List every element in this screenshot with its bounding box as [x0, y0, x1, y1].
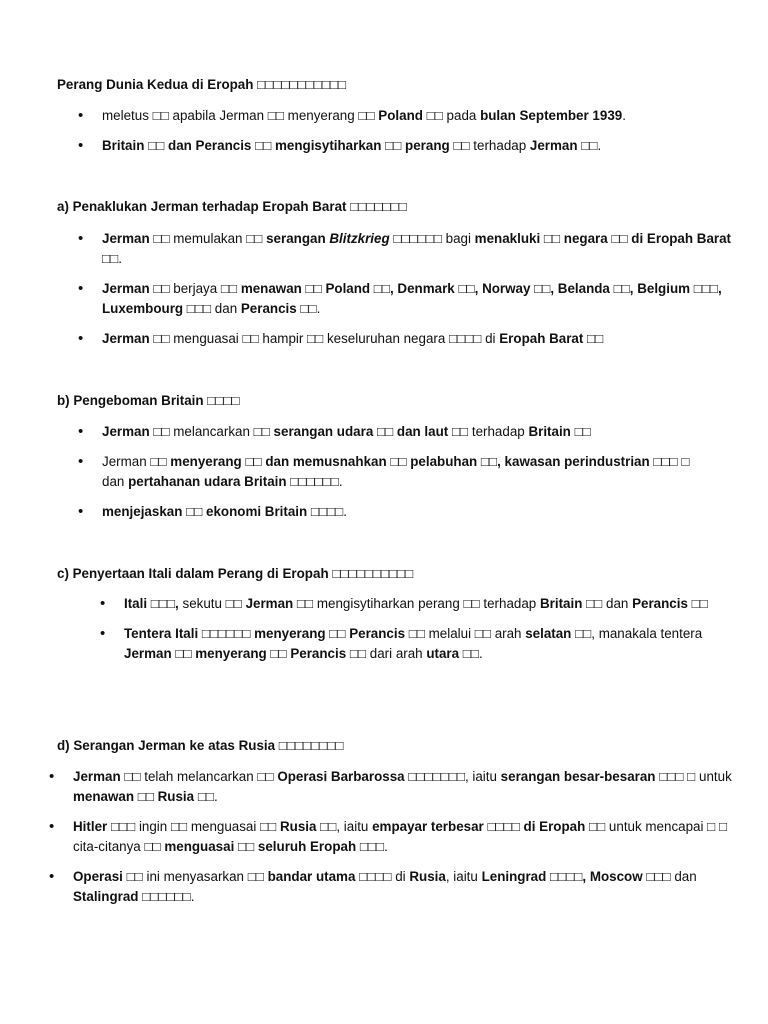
section-heading: Perang Dunia Kedua di Eropah □□□□□□□□□□□ [57, 77, 347, 92]
text-run: menguasai □□ hampir □□ keseluruhan negara □□□□ di [169, 331, 500, 346]
text-run: Poland [378, 108, 423, 123]
text-run: dan [602, 596, 633, 611]
text-run: , iaitu [445, 869, 482, 884]
text-run: menjejaskan □□ ekonomi Britain □□□□ [102, 504, 344, 519]
text-run: ingin □□ menguasai □□ [135, 819, 280, 834]
text-run: . [597, 138, 602, 153]
text-run: Jerman □□ [73, 769, 141, 784]
text-run: Jerman □□ menyerang □□ Perancis □□ [124, 646, 367, 661]
bullet-list [102, 422, 702, 532]
text-run: . [190, 889, 195, 904]
text-run: . [316, 301, 321, 316]
list-item [102, 452, 702, 492]
text-run: Jerman □□ [102, 331, 170, 346]
text-run: Britain □□ [539, 596, 603, 611]
text-run: menawan □□ Poland □□, Denmark □□, Norway □□, Belanda □□, Belgium □□□, Luxembourg □□□ [102, 281, 722, 316]
bullet-list [73, 767, 738, 917]
text-run: Jerman □□ [102, 424, 170, 439]
text-run: di [391, 869, 410, 884]
text-run: mengisytiharkan perang □□ terhadap [313, 596, 540, 611]
text-run: dan [670, 869, 697, 884]
section-heading: b) Pengeboman Britain □□□□ [57, 393, 240, 408]
text-run: Leningrad □□□□, Moscow □□□ [481, 869, 671, 884]
text-run: Operasi □□ [73, 869, 143, 884]
text-run: □□ pada [422, 108, 481, 123]
text-run: meletus □□ apabila Jerman □□ menyerang □□ [102, 108, 379, 123]
list-item [124, 594, 729, 614]
text-run: , iaitu [464, 769, 501, 784]
text-run: selatan □□ [525, 626, 592, 641]
text-run: ini menyasarkan □□ [142, 869, 268, 884]
list-item [124, 624, 729, 664]
text-run: terhadap [469, 138, 530, 153]
section-heading: c) Penyertaan Itali dalam Perang di Eropah □□□□□□□□□□ [57, 566, 414, 581]
list-item [73, 767, 738, 807]
text-run: Eropah Barat □□ [499, 331, 604, 346]
text-run: menawan □□ Rusia □□ [73, 789, 215, 804]
text-run: serangan udara □□ dan laut □□ [273, 424, 469, 439]
bullet-list [102, 106, 742, 166]
text-run: , manakala tentera [591, 626, 703, 641]
text-run: serangan [266, 231, 330, 246]
text-run: untuk [695, 769, 732, 784]
text-run: pertahanan udara Britain □□□□□□ [128, 474, 339, 489]
text-run: □□□□□□ bagi [389, 231, 475, 246]
list-item [102, 422, 702, 442]
list-item [73, 867, 738, 907]
text-run: Jerman □□ [102, 454, 171, 469]
text-run: Britain □□ [528, 424, 591, 439]
text-run: Rusia [409, 869, 446, 884]
text-run: . [384, 839, 388, 854]
text-run: telah melancarkan □□ [140, 769, 278, 784]
text-run: Rusia □□ [279, 819, 337, 834]
text-run: memulakan □□ [169, 231, 267, 246]
text-run: melalui □□ arah [424, 626, 526, 641]
text-run: menakluki □□ negara □□ di Eropah Barat □□ [102, 231, 732, 266]
text-run: Jerman □□ [245, 596, 314, 611]
text-run: bandar utama □□□□ [267, 869, 392, 884]
text-run: berjaya □□ [169, 281, 241, 296]
text-run: Perancis □□ [240, 301, 317, 316]
text-run: . [214, 789, 218, 804]
text-run: Britain □□ dan Perancis □□ mengisytiharkan □□ perang □□ [102, 138, 470, 153]
list-item [102, 106, 742, 126]
text-run: menguasai □□ seluruh Eropah □□□ [164, 839, 385, 854]
list-item [73, 817, 738, 857]
text-run: sekutu □□ [178, 596, 246, 611]
section-heading: a) Penaklukan Jerman terhadap Eropah Barat □□□□□□□ [57, 199, 407, 214]
text-run: . [118, 251, 122, 266]
text-run: serangan besar-besaran □□□ □ [500, 769, 696, 784]
text-run: . [338, 474, 343, 489]
text-run: , iaitu [336, 819, 373, 834]
text-run: bulan September 1939 [480, 108, 623, 123]
text-run: melancarkan □□ [169, 424, 274, 439]
text-run: Tentera Itali □□□□□□ menyerang □□ Perancis □□ [124, 626, 425, 641]
text-run: Stalingrad □□□□□□ [73, 889, 191, 904]
text-run: Jerman □□ [529, 138, 598, 153]
text-run: dan [211, 301, 241, 316]
text-run: . [343, 504, 348, 519]
list-item [102, 502, 702, 522]
text-run: Hitler □□□ [73, 819, 136, 834]
text-run: Itali □□□, [124, 596, 179, 611]
text-run: Jerman □□ [102, 281, 170, 296]
list-item [102, 279, 742, 319]
text-run: . [622, 108, 626, 123]
text-run: Jerman □□ [102, 231, 170, 246]
text-run: dari arah [366, 646, 427, 661]
text-run: terhadap [468, 424, 529, 439]
bullet-list [124, 594, 729, 674]
text-run: Operasi Barbarossa □□□□□□□ [277, 769, 465, 784]
text-run: dan [102, 474, 129, 489]
section-heading: d) Serangan Jerman ke atas Rusia □□□□□□□□ [57, 738, 344, 753]
text-run: utara □□ [426, 646, 479, 661]
text-run: . [479, 646, 483, 661]
text-run: Blitzkrieg [329, 231, 390, 246]
list-item [102, 229, 742, 269]
list-item [102, 329, 742, 349]
text-run: menyerang □□ dan memusnahkan □□ pelabuhan □□, kawasan perindustrian □□□ □ [170, 454, 690, 469]
list-item [102, 136, 742, 156]
text-run: Perancis □□ [632, 596, 708, 611]
text-run: untuk mencapai □ □ cita-citanya □□ [73, 819, 728, 854]
text-run: empayar terbesar □□□□ di Eropah □□ [372, 819, 606, 834]
bullet-list [102, 229, 742, 359]
